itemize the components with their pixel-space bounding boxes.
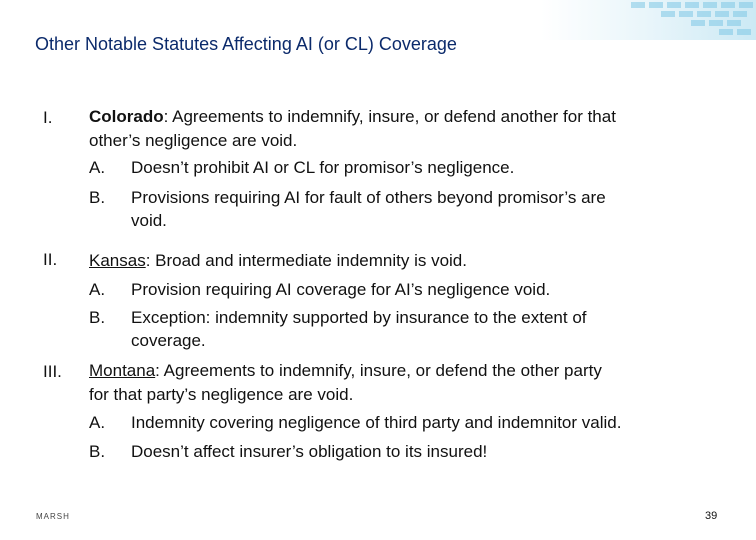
- item-text: : Broad and intermediate indemnity is void.: [145, 251, 467, 270]
- item-numeral: III.: [43, 362, 62, 381]
- slide-title: Other Notable Statutes Affecting AI (or CL) Coverage: [35, 34, 457, 54]
- sub-letter: B.: [89, 188, 106, 207]
- header-decoration: [541, 0, 756, 40]
- state-name: Kansas: [89, 251, 146, 270]
- sub-text: Doesn’t affect insurer’s obligation to its insured!: [131, 442, 488, 461]
- sub-letter: A.: [89, 280, 106, 299]
- sub-letter: A.: [89, 158, 106, 177]
- item-line-continued: other’s negligence are void.: [89, 131, 298, 150]
- state-name: Colorado: [89, 107, 164, 126]
- item-line: [89, 106, 616, 128]
- marsh-logo: MARSH: [36, 512, 70, 521]
- sub-text: Provisions requiring AI for fault of others beyond promisor’s are: [131, 188, 606, 207]
- sub-text: Provision requiring AI coverage for AI’s negligence void.: [131, 280, 551, 299]
- sub-letter: B.: [89, 308, 106, 327]
- sub-text: Indemnity covering negligence of third party and indemnitor valid.: [131, 413, 622, 432]
- item-numeral: I.: [43, 108, 53, 127]
- sub-text-continued: coverage.: [131, 331, 206, 350]
- item-text: : Agreements to indemnify, insure, or defend the other party: [155, 361, 602, 380]
- item-text: : Agreements to indemnify, insure, or defend another for that: [163, 107, 616, 126]
- item-line: [89, 250, 467, 272]
- sub-letter: B.: [89, 442, 106, 461]
- item-line-continued: for that party’s negligence are void.: [89, 385, 354, 404]
- page-number: 39: [705, 510, 718, 522]
- state-name: Montana: [89, 361, 156, 380]
- sub-letter: A.: [89, 413, 106, 432]
- sub-text: Exception: indemnity supported by insurance to the extent of: [131, 308, 587, 327]
- item-line: [89, 360, 602, 382]
- sub-text-continued: void.: [131, 211, 167, 230]
- sub-text: Doesn’t prohibit AI or CL for promisor’s negligence.: [131, 158, 515, 177]
- item-numeral: II.: [43, 250, 58, 269]
